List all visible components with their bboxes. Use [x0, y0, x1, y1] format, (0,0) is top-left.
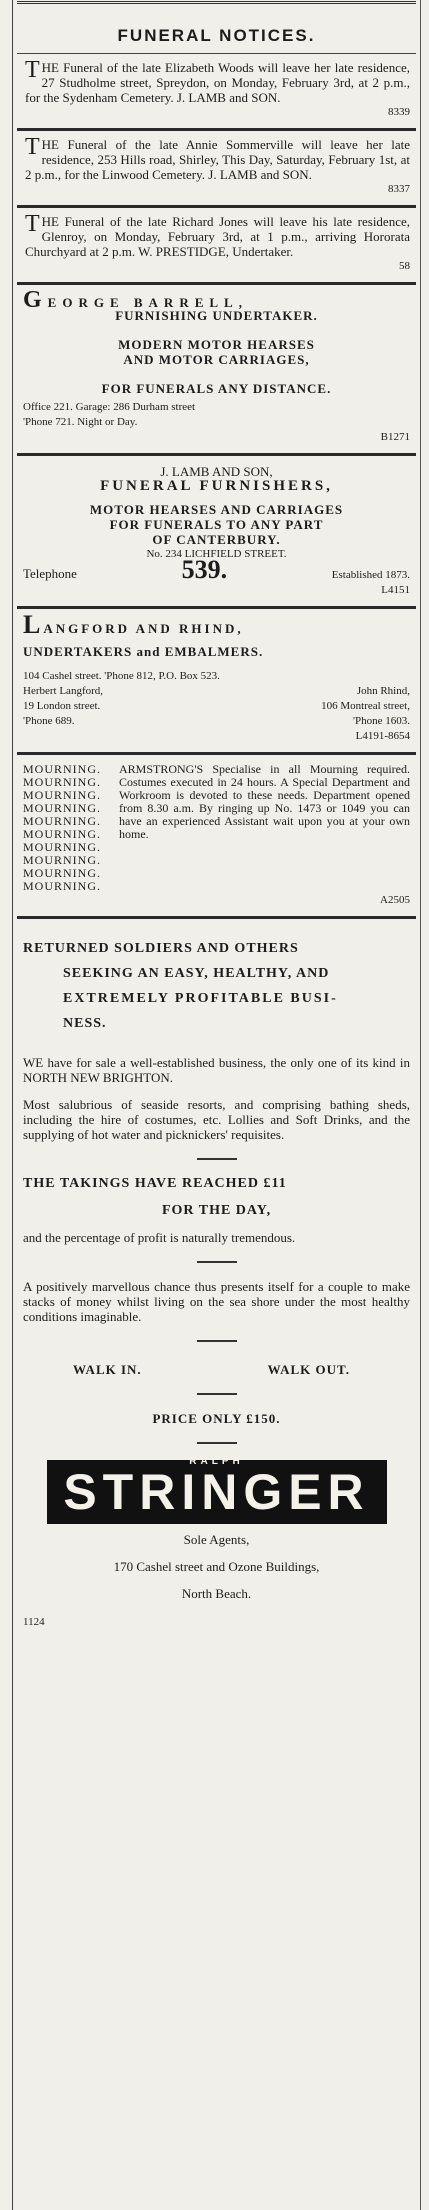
armstrong-advert [17, 755, 416, 919]
mourning-word: MOURNING. [23, 775, 101, 789]
advertiser-title: UNDERTAKERS and EMBALMERS. [23, 644, 264, 659]
divider [197, 1261, 237, 1263]
divider [197, 1340, 237, 1342]
mourning-list [23, 763, 119, 893]
advertiser-name: J. LAMB AND SON, [160, 464, 273, 479]
ad-ref: A2505 [380, 894, 410, 906]
walk-line [23, 1358, 410, 1377]
logo-text: STRINGER [63, 1464, 370, 1520]
mourning-block [23, 763, 410, 893]
funeral-notice [17, 131, 416, 208]
ad-ref: B1271 [380, 431, 410, 443]
divider [197, 1393, 237, 1395]
ad-contact: 104 Cashel street. 'Phone 812, P.O. Box 523. [23, 670, 220, 682]
ad-contact: 'Phone 721. Night or Day. [23, 416, 138, 428]
ad-line: MOTOR HEARSES AND CARRIAGES [89, 502, 344, 517]
mourning-word: MOURNING. [23, 762, 101, 776]
partner-address: 19 London street. [23, 700, 101, 712]
logo-small-text: RALPH [189, 1456, 244, 1467]
telephone-number: 539. [181, 555, 228, 584]
ad-headline: SEEKING AN EASY, HEALTHY, AND [63, 966, 330, 981]
mourning-word: MOURNING. [23, 853, 101, 867]
funeral-notice [17, 208, 416, 285]
ad-address: No. 234 LICHFIELD STREET. [146, 548, 287, 560]
stringer-logo [47, 1456, 387, 1524]
advertiser-title: FUNERAL FURNISHERS, [100, 478, 333, 494]
ad-ref: L4151 [381, 584, 410, 596]
partner-address: 106 Montreal street, [321, 700, 410, 712]
divider [197, 1442, 237, 1444]
telephone-line [23, 555, 410, 584]
barrell-advert [17, 285, 416, 456]
mourning-word: MOURNING. [23, 866, 101, 880]
mourning-word: MOURNING. [23, 840, 101, 854]
notice-ref: 58 [399, 260, 410, 272]
notice-text: HE Funeral of the late Annie Sommerville will leave her late residence, 253 Hills road, Shirley, This Day, Saturday, February 1st, at 2 p.m., for the Linwood Cemetery. J. LAMB and SON. [25, 137, 410, 182]
langford-advert [17, 609, 416, 755]
agents-address: North Beach. [181, 1586, 252, 1601]
ad-contact: Office 221. Garage: 286 Durham street [23, 401, 196, 413]
ad-ref: 1124 [23, 1616, 45, 1628]
notice-text: HE Funeral of the late Richard Jones will leave his late residence, Glenroy, on Monday, February 3rd, at 1 p.m., arriving Hororata Churchyard at 2 p.m. W. PRESTIDGE, Undertaker. [25, 214, 410, 259]
section-heading: FUNERAL NOTICES. [17, 4, 416, 54]
mourning-word: MOURNING. [23, 814, 101, 828]
price-line: PRICE ONLY £150. [152, 1411, 281, 1426]
ad-headline: RETURNED SOLDIERS AND OTHERS [23, 941, 299, 956]
ad-line: AND MOTOR CARRIAGES, [123, 352, 310, 367]
ad-paragraph: WE have for sale a well-established business, the only one of its kind in NORTH NEW BRIGHTON. [23, 1055, 410, 1085]
agents-address: 170 Cashel street and Ozone Buildings, [113, 1559, 320, 1574]
ad-line: FOR FUNERALS TO ANY PART [109, 517, 324, 532]
ad-contact [23, 714, 410, 729]
drop-cap: G [23, 287, 48, 313]
mourning-word: MOURNING. [23, 827, 101, 841]
partner-name: John Rhind, [356, 685, 410, 697]
ad-headline: THE TAKINGS HAVE REACHED £11 [23, 1176, 287, 1191]
ad-headline: FOR THE DAY, [161, 1203, 272, 1218]
divider [197, 1158, 237, 1160]
agents-label: Sole Agents, [183, 1532, 250, 1547]
drop-cap: T [25, 211, 40, 237]
notice-ref: 8337 [388, 183, 410, 195]
mourning-word: MOURNING. [23, 788, 101, 802]
partner-phone: 'Phone 689. [23, 715, 75, 727]
ad-contact [23, 699, 410, 714]
ad-paragraph: and the percentage of profit is naturally tremendous. [23, 1230, 296, 1245]
ad-line: FOR FUNERALS ANY DISTANCE. [101, 381, 332, 396]
mourning-word: MOURNING. [23, 801, 101, 815]
partner-name: Herbert Langford, [23, 685, 104, 697]
ad-headline: NESS. [63, 1016, 107, 1031]
established: Established 1873. [331, 569, 410, 581]
notice-ref: 8339 [388, 106, 410, 118]
partner-phone: 'Phone 1603. [353, 715, 410, 727]
advertiser-name-rest: ANGFORD AND RHIND, [43, 621, 244, 636]
mourning-word: MOURNING. [23, 879, 101, 893]
funeral-notice [17, 54, 416, 131]
notice-text: HE Funeral of the late Elizabeth Woods will leave her late residence, 27 Studholme street, Spreydon, on Monday, February 3rd, at 2 p.m., for the Sydenham Cemetery. J. LAMB and SON. [25, 60, 410, 105]
drop-cap: T [25, 57, 40, 83]
ad-paragraph: A positively marvellous chance thus presents itself for a couple to make stacks of money whilst living on the sea shore under the most healthy conditions imaginable. [23, 1279, 410, 1324]
newspaper-column [12, 0, 421, 2210]
lamb-advert [17, 456, 416, 609]
ad-headline: EXTREMELY PROFITABLE BUSI- [63, 991, 338, 1006]
walk-out: WALK OUT. [267, 1362, 350, 1377]
advertiser-name-rest: EORGE BARRELL, [47, 295, 248, 310]
drop-cap: L [23, 610, 44, 639]
advertiser-name [23, 610, 410, 639]
armstrong-text: ARMSTRONG'S Specialise in all Mourning required. Costumes executed in 24 hours. A Special Department and Workroom is devoted to these needs. Department opened from 8.30 a.m. By ringing up No. 1473 or 1049 you can have an experienced Assistant wait upon you at your own home. [119, 762, 410, 841]
ad-contact [23, 684, 410, 699]
ad-line: OF CANTERBURY. [152, 532, 281, 547]
ad-paragraph: Most salubrious of seaside resorts, and comprising bathing sheds, including the hire of costumes, etc. Lollies and Soft Drinks, and the supplying of hot water and picknickers' requisites. [23, 1097, 410, 1142]
telephone-label: Telephone [23, 566, 77, 581]
drop-cap: T [25, 134, 40, 160]
advertiser-title: FURNISHING UNDERTAKER. [115, 308, 318, 323]
ad-ref: L4191-8654 [355, 730, 410, 742]
ad-line: MODERN MOTOR HEARSES [118, 337, 315, 352]
stringer-advert [17, 919, 416, 1638]
walk-in: WALK IN. [73, 1362, 142, 1377]
